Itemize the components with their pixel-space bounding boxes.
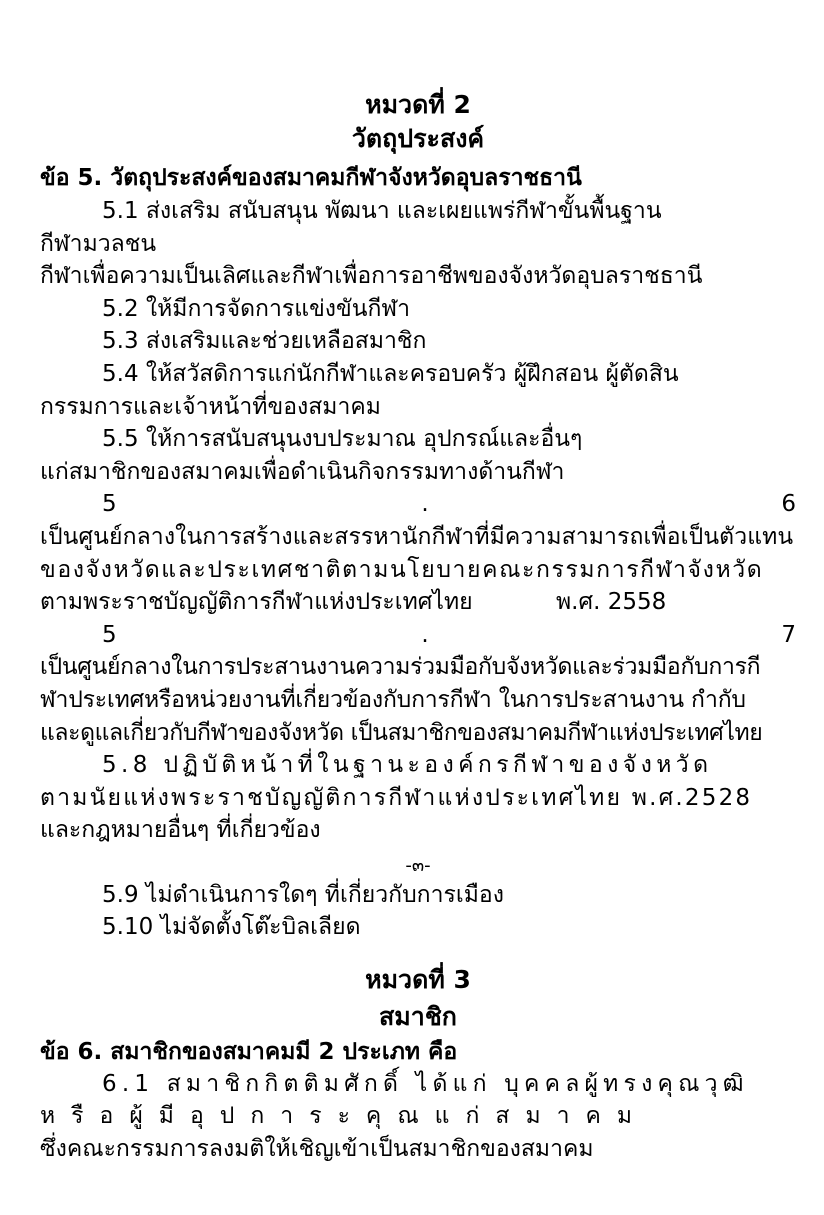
clause-6-title: ข้อ 6. สมาชิกของสมาคมมี 2 ประเภท คือ — [40, 1039, 458, 1065]
chapter-3-heading: หมวดที่ 3 — [365, 965, 471, 994]
item-5-7-number-line — [102, 620, 796, 650]
item-5-7-number-right: 7 — [781, 622, 796, 648]
item-5-6-number-dot: . — [421, 491, 429, 517]
item-5-5-line-1: 5.5 ให้การสนับสนุนงบประมาณ อุปกรณ์และอื่นๆ — [102, 426, 583, 452]
chapter-3-subheading: สมาชิก — [379, 1002, 457, 1031]
item-5-7-line-2: ฬาประเทศหรือหน่วยงานที่เกี่ยวข้องกับการกีฬา ในการประสานงาน กำกับ — [40, 687, 746, 713]
item-5-1-line-3: กีฬาเพื่อความเป็นเลิศและกีฬาเพื่อการอาชีพของจังหวัดอุบลราชธานี — [40, 263, 703, 289]
item-5-6-number-line — [102, 489, 796, 519]
item-5-1-line-1: 5.1 ส่งเสริม สนับสนุน พัฒนา และเผยแพร่กีฬาขั้นพื้นฐาน — [102, 198, 662, 224]
item-5-6-year: พ.ศ. 2558 — [556, 589, 667, 615]
item-5-6-line-1: เป็นศูนย์กลางในการสร้างและสรรหานักกีฬาที่มีความสามารถเพื่อเป็นตัวแทน — [40, 524, 794, 550]
item-5-7-number-dot: . — [421, 622, 429, 648]
item-5-4-line-1: 5.4 ให้สวัสดิการแก่นักกีฬาและครอบครัว ผู้ฝึกสอน ผู้ตัดสิน — [102, 361, 679, 387]
item-5-10: 5.10 ไม่จัดตั้งโต๊ะบิลเลียด — [102, 914, 361, 940]
chapter-2-heading: หมวดที่ 2 — [365, 90, 471, 119]
item-5-6-line-3-text: ตามพระราชบัญญัติการกีฬาแห่งประเทศไทย — [40, 589, 473, 615]
item-5-6-number-left: 5 — [102, 491, 117, 517]
item-5-2: 5.2 ให้มีการจัดการแข่งขันกีฬา — [102, 296, 411, 322]
item-6-1-line-2: หรือผู้มีอุปการะคุณแก่สมาคม — [40, 1103, 649, 1129]
item-5-9: 5.9 ไม่ดำเนินการใดๆ ที่เกี่ยวกับการเมือง — [102, 882, 504, 908]
page-number: -๓- — [405, 855, 431, 876]
item-5-8-line-3: และกฎหมายอื่นๆ ที่เกี่ยวข้อง — [40, 817, 321, 843]
item-5-6-number-right: 6 — [781, 491, 796, 517]
item-5-3: 5.3 ส่งเสริมและช่วยเหลือสมาชิก — [102, 328, 427, 354]
item-5-7-number-left: 5 — [102, 622, 117, 648]
item-5-5-line-2: แก่สมาชิกของสมาคมเพื่อดำเนินกิจกรรมทางด้านกีฬา — [40, 459, 565, 485]
item-6-1-line-3: ซึ่งคณะกรรมการลงมติให้เชิญเข้าเป็นสมาชิกของสมาคม — [40, 1136, 594, 1162]
item-5-7-line-1: เป็นศูนย์กลางในการประสานงานความร่วมมือกับจังหวัดและร่วมมือกับการกี — [40, 654, 761, 680]
item-5-8-line-1: 5.8 ปฏิบัติหน้าที่ในฐานะองค์กรกีฬาของจังหวัด — [102, 752, 713, 778]
chapter-2-subheading: วัตถุประสงค์ — [351, 124, 485, 153]
item-5-8-line-2: ตามนัยแห่งพระราชบัญญัติการกีฬาแห่งประเทศไทย พ.ศ.2528 — [40, 785, 753, 811]
item-5-4-line-2: กรรมการและเจ้าหน้าที่ของสมาคม — [40, 394, 381, 420]
clause-5-title: ข้อ 5. วัตถุประสงค์ของสมาคมกีฬาจังหวัดอุบลราชธานี — [40, 165, 582, 191]
item-5-6-line-3 — [40, 587, 796, 617]
item-5-1-line-2: กีฬามวลชน — [40, 231, 157, 257]
item-6-1-line-1: 6.1 สมาชิกกิตติมศักดิ์ ได้แก่ บุคคลผู้ทรงคุณวุฒิ — [102, 1071, 749, 1097]
item-5-7-line-3: และดูแลเกี่ยวกับกีฬาของจังหวัด เป็นสมาชิกของสมาคมกีฬาแห่งประเทศไทย — [40, 720, 763, 746]
item-5-6-line-2: ของจังหวัดและประเทศชาติตามนโยบายคณะกรรมการกีฬาจังหวัด — [40, 557, 764, 583]
